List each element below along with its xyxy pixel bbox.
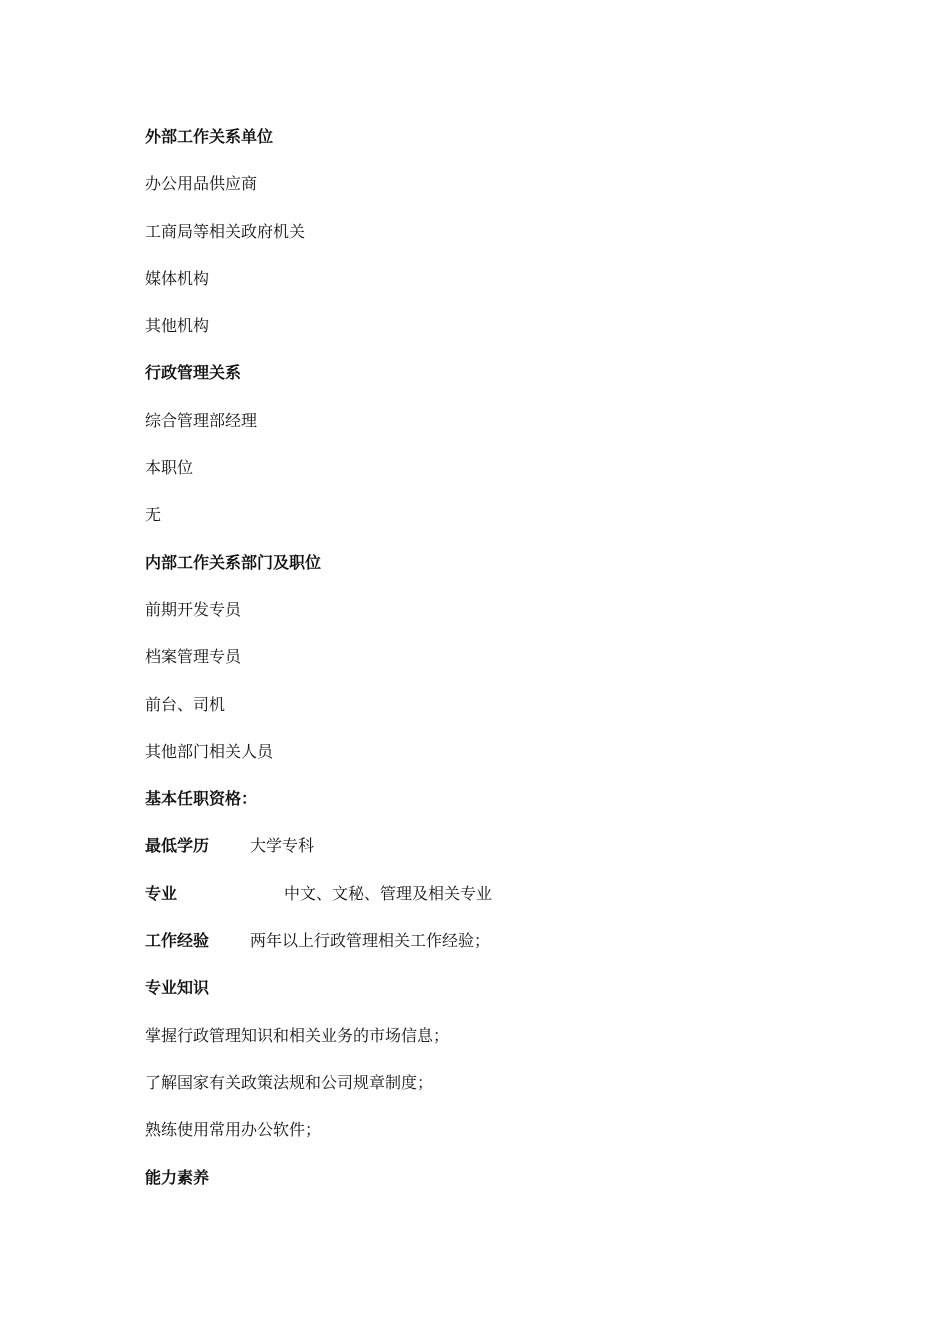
list-item: 前期开发专员 (145, 599, 242, 619)
list-item: 前台、司机 (145, 694, 226, 714)
section-heading-external: 外部工作关系单位 (145, 127, 274, 146)
list-item: 档案管理专员 (145, 647, 242, 667)
section-heading-qualifications: 基本任职资格： (145, 789, 258, 809)
section-heading-ability: 能力素养 (145, 1167, 210, 1187)
list-item: 综合管理部经理 (145, 410, 258, 430)
list-item: 本职位 (145, 458, 194, 478)
major-value: 中文、文秘、管理及相关专业 (284, 883, 493, 903)
experience-label: 工作经验 (145, 931, 210, 951)
major-label: 专业 (145, 883, 178, 903)
list-item: 办公用品供应商 (145, 174, 258, 194)
section-heading-admin: 行政管理关系 (145, 363, 242, 383)
qualification-row-experience (145, 925, 845, 972)
list-item: 无 (145, 505, 162, 525)
list-item: 工商局等相关政府机关 (145, 221, 306, 241)
document-page (145, 121, 845, 1209)
list-item: 了解国家有关政策法规和公司规章制度； (145, 1072, 434, 1092)
list-item: 其他部门相关人员 (145, 741, 274, 761)
list-item: 熟练使用常用办公软件； (145, 1120, 322, 1140)
section-heading-knowledge: 专业知识 (145, 978, 210, 998)
education-label: 最低学历 (145, 836, 210, 856)
list-item: 掌握行政管理知识和相关业务的市场信息； (145, 1025, 450, 1045)
list-item: 媒体机构 (145, 268, 210, 288)
qualification-row-education (145, 830, 845, 877)
experience-value: 两年以上行政管理相关工作经验； (250, 931, 491, 951)
section-heading-internal: 内部工作关系部门及职位 (145, 552, 322, 572)
education-value: 大学专科 (250, 836, 315, 856)
qualification-row-major (145, 878, 845, 925)
list-item: 其他机构 (145, 316, 210, 336)
